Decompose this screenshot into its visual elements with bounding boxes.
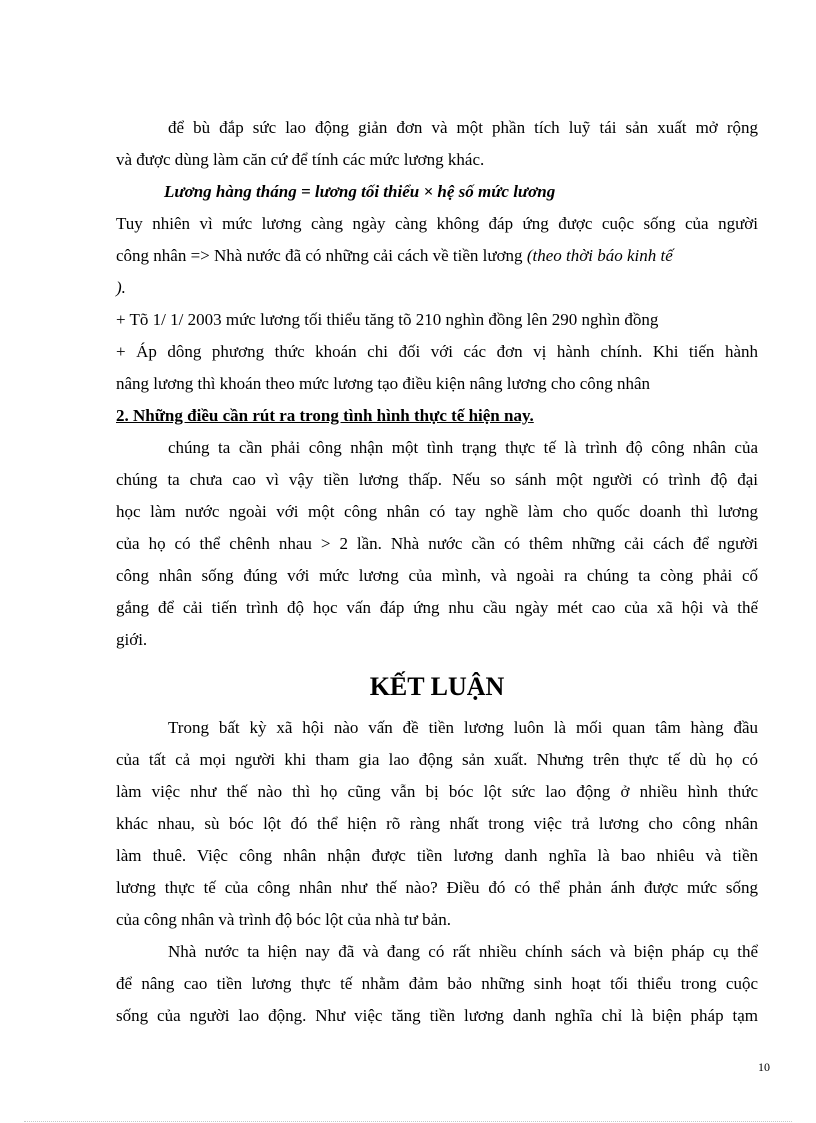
paragraph-4-line-4: khác nhau, sù bóc lột đó thể hiện rõ ràng nhất trong việc trả lương cho công nhân: [116, 814, 758, 833]
paragraph-2-line-2: [116, 240, 758, 272]
paragraph-3-line-3: học làm nước ngoài với một công nhân có tay nghề làm cho quốc doanh thì lương: [116, 502, 758, 521]
page-bottom-divider: [24, 1121, 792, 1122]
bullet-1: + Tõ 1/ 1/ 2003 mức lương tối thiểu tăng tõ 210 nghìn đồng lên 290 nghìn đồng: [116, 310, 659, 329]
paragraph-2-line-1: Tuy nhiên vì mức lương càng ngày càng không đáp ứng được cuộc sống của người: [116, 214, 758, 233]
paragraph-5-line-2: để nâng cao tiền lương thực tế nhằm đảm bảo những sinh hoạt tối thiểu trong cuộc: [116, 974, 758, 993]
paragraph-3-line-5: công nhân sống đúng với mức lương của mình, và ngoài ra chúng ta còng phải cố: [116, 566, 758, 585]
section-2-heading: 2. Những điều cần rút ra trong tình hình thực tế hiện nay.: [116, 406, 534, 425]
paragraph-4-line-1: Trong bất kỳ xã hội nào vấn đề tiền lương luôn là mối quan tâm hàng đầu: [168, 718, 758, 737]
paragraph-4-line-3: làm việc như thế nào thì họ cũng vẫn bị bóc lột sức lao động ở nhiều hình thức: [116, 782, 758, 801]
paragraph-3-line-6: gắng để cải tiến trình độ học vấn đáp ứng nhu cầu ngày mét cao của xã hội và thế: [116, 598, 758, 617]
conclusion-title: KẾT LUẬN: [369, 672, 505, 701]
paragraph-5-line-1: Nhà nước ta hiện nay đã và đang có rất nhiều chính sách và biện pháp cụ thể: [168, 942, 758, 961]
page-content: [116, 112, 758, 1032]
paragraph-3-line-7: giới.: [116, 630, 148, 649]
source-citation: (theo thời báo kinh tế: [526, 246, 673, 265]
paragraph-5-line-3: sống của người lao động. Như việc tăng tiền lương danh nghĩa chỉ là biện pháp tạm: [116, 1006, 758, 1025]
paragraph-4-line-2: của tất cả mọi người khi tham gia lao động sản xuất. Nhưng trên thực tế dù họ có: [116, 750, 758, 769]
paragraph-3-line-2: chúng ta chưa cao vì vậy tiền lương thấp. Nếu so sánh một người có trình độ đại: [116, 470, 758, 489]
paragraph-4-line-5: làm thuê. Việc công nhân nhận được tiền lương danh nghĩa là bao nhiêu và tiền: [116, 846, 758, 865]
paragraph-3-line-4: của họ có thể chênh nhau > 2 lần. Nhà nước cần có thêm những cải cách để người: [116, 534, 758, 553]
paragraph-2-line-3: ).: [116, 278, 126, 297]
bullet-2: + Áp dông phương thức khoán chi đối với các đơn vị hành chính. Khi tiến hành: [116, 342, 758, 361]
paragraph-1-line-1: để bù đắp sức lao động giản đơn và một phần tích luỹ tái sản xuất mở rộng: [168, 118, 758, 137]
paragraph-1-line-2: và được dùng làm căn cứ để tính các mức lương khác.: [116, 150, 485, 169]
salary-formula: Lương hàng tháng = lương tối thiểu × hệ số mức lương: [164, 182, 556, 201]
paragraph-3-line-1: chúng ta cần phải công nhận một tình trạng thực tế là trình độ công nhân của: [168, 438, 758, 457]
bullet-2-continued: nâng lương thì khoán theo mức lương tạo điều kiện nâng lương cho công nhân: [116, 374, 651, 393]
paragraph-4-line-6: lương thực tế của công nhân như thế nào? Điều đó có thể phản ánh được mức sống: [116, 878, 758, 897]
paragraph-4-line-7: của công nhân và trình độ bóc lột của nhà tư bản.: [116, 910, 451, 929]
paragraph-2-text: công nhân => Nhà nước đã có những cải cách về tiền lương: [116, 246, 527, 265]
page-number: 10: [758, 1060, 770, 1074]
